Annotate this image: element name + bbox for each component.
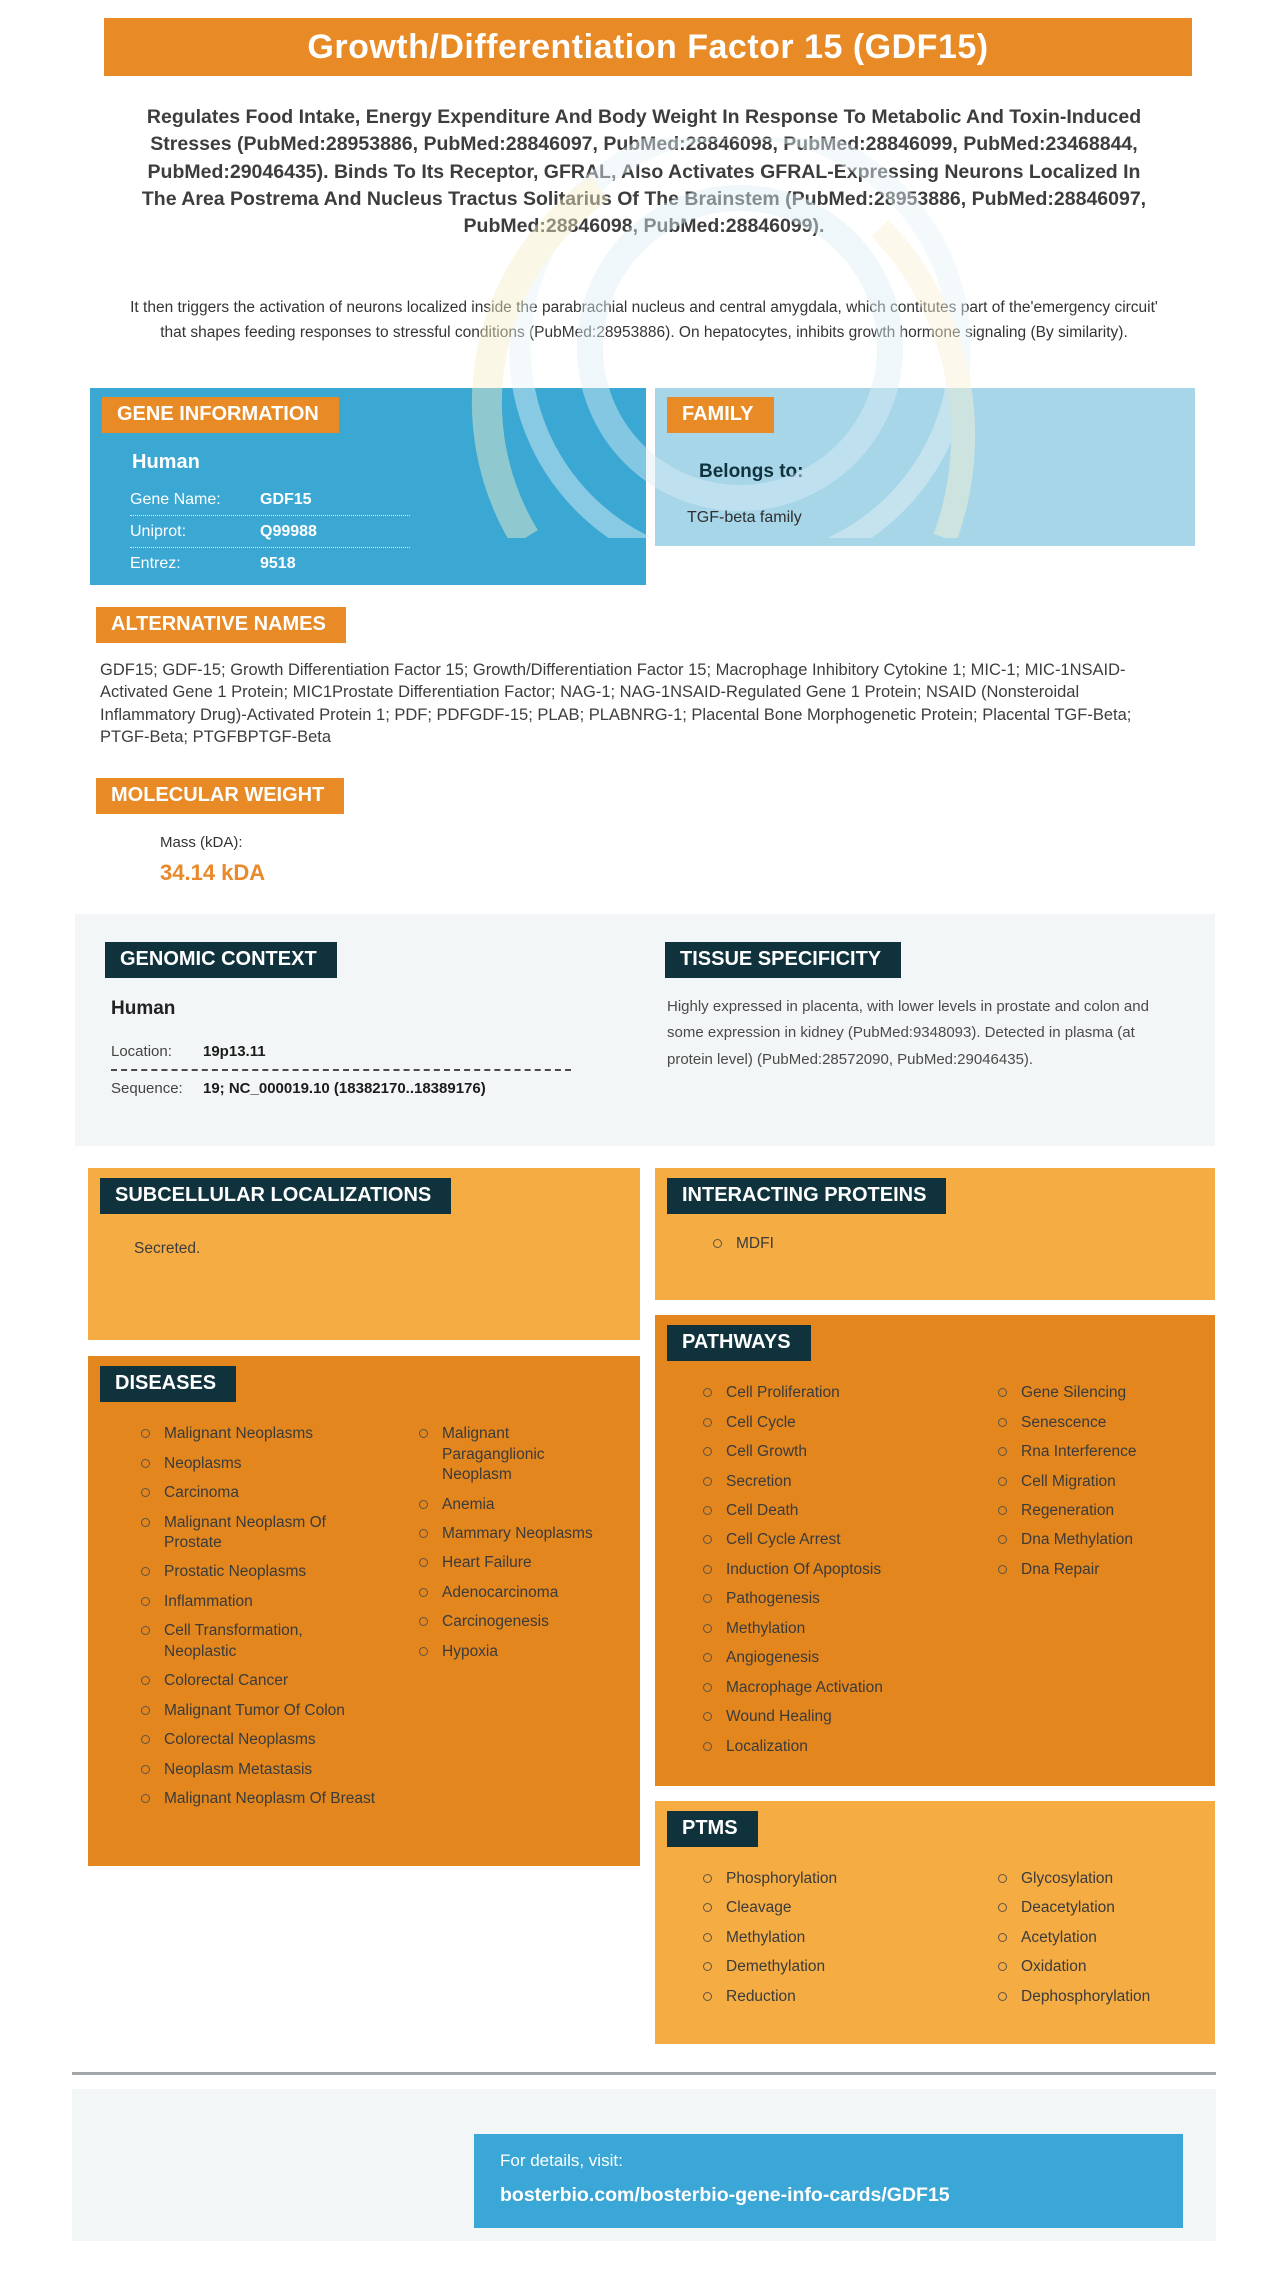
interacting-proteins-box bbox=[655, 1168, 1215, 1300]
genomic-context-header: GENOMIC CONTEXT bbox=[105, 942, 337, 978]
family-box bbox=[655, 388, 1195, 546]
list-item: Malignant Neoplasms bbox=[138, 1424, 378, 1444]
sequence-value: 19; NC_000019.10 (18382170..18389176) bbox=[203, 1080, 486, 1098]
ptms-columns bbox=[655, 1869, 1215, 2016]
list-item: Oxidation bbox=[995, 1957, 1210, 1977]
list-item: Malignant Paraganglionic Neoplasm bbox=[416, 1424, 616, 1485]
footer-url-link[interactable]: bosterbio.com/bosterbio-gene-info-cards/GDF15 bbox=[500, 2184, 950, 2207]
list-item: Localization bbox=[700, 1737, 950, 1757]
pathways-box bbox=[655, 1315, 1215, 1786]
list-item: Angiogenesis bbox=[700, 1648, 950, 1668]
tissue-specificity-section bbox=[665, 942, 1185, 1122]
diseases-box bbox=[88, 1356, 640, 1866]
interacting-proteins-header: INTERACTING PROTEINS bbox=[667, 1178, 946, 1214]
pathways-list-col1 bbox=[700, 1383, 950, 1766]
table-row bbox=[130, 516, 410, 548]
alternative-names-section bbox=[96, 607, 1288, 643]
ptms-list-col1 bbox=[700, 1869, 950, 2016]
list-item: Inflammation bbox=[138, 1592, 378, 1612]
footer-callout bbox=[474, 2134, 1183, 2228]
pathways-list-col2 bbox=[995, 1383, 1210, 1766]
mass-value: 34.14 kDA bbox=[160, 860, 266, 886]
table-row bbox=[130, 548, 410, 579]
left-column bbox=[88, 1168, 640, 1866]
list-item: Cleavage bbox=[700, 1898, 950, 1918]
family-belongs-label: Belongs to: bbox=[699, 461, 804, 483]
table-row bbox=[111, 1071, 571, 1106]
list-item: Malignant Neoplasm Of Prostate bbox=[138, 1513, 378, 1554]
bottom-spacer bbox=[0, 2241, 1288, 2266]
list-item: Carcinoma bbox=[138, 1483, 378, 1503]
list-item: Dephosphorylation bbox=[995, 1987, 1210, 2007]
uniprot-value: Q99988 bbox=[260, 523, 317, 541]
subcellular-localizations-header: SUBCELLULAR LOCALIZATIONS bbox=[100, 1178, 451, 1214]
list-item: Methylation bbox=[700, 1928, 950, 1948]
list-item: Prostatic Neoplasms bbox=[138, 1562, 378, 1582]
list-item: Heart Failure bbox=[416, 1553, 616, 1573]
list-item: Cell Transformation, Neoplastic bbox=[138, 1621, 378, 1662]
genomic-tissue-panel bbox=[75, 914, 1215, 1146]
list-item: Induction Of Apoptosis bbox=[700, 1560, 950, 1580]
table-row bbox=[130, 484, 410, 516]
sequence-label: Sequence: bbox=[111, 1080, 183, 1098]
uniprot-label: Uniprot: bbox=[130, 523, 187, 541]
location-label: Location: bbox=[111, 1043, 172, 1061]
alternative-names-text: GDF15; GDF-15; Growth Differentiation Factor 15; Growth/Differentiation Factor 15; Macrophage Inhibitory Cytokine 1; MIC-1; MIC-1NSAID-Activated Gene 1 Protein; MIC1Prostate Differentiation Factor; NAG-1; NAG-1NSAID-Regulated Gene 1 Protein; NSAID (Nonsteroidal Inflammatory Drug)-Activated Protein 1; PDF; PDFGDF-15; PLAB; PLABNRG-1; Placental Bone Morphogenetic Protein; Placental TGF-Beta; PTGF-Beta; PTGFBPTGF-Beta bbox=[100, 661, 1132, 746]
subcellular-localizations-box bbox=[88, 1168, 640, 1340]
genomic-table bbox=[111, 1034, 571, 1106]
list-item: Malignant Neoplasm Of Breast bbox=[138, 1789, 378, 1809]
genomic-species-label: Human bbox=[111, 998, 176, 1020]
list-item: Colorectal Cancer bbox=[138, 1671, 378, 1691]
footer-divider bbox=[72, 2072, 1216, 2075]
list-item: Methylation bbox=[700, 1619, 950, 1639]
list-item: Demethylation bbox=[700, 1957, 950, 1977]
list-item: Colorectal Neoplasms bbox=[138, 1730, 378, 1750]
diseases-columns bbox=[88, 1424, 640, 1818]
gene-species-label: Human bbox=[132, 451, 200, 474]
list-item: Reduction bbox=[700, 1987, 950, 2007]
diseases-header: DISEASES bbox=[100, 1366, 236, 1402]
gene-family-row bbox=[90, 388, 1288, 585]
tissue-specificity-header: TISSUE SPECIFICITY bbox=[665, 942, 901, 978]
family-value: TGF-beta family bbox=[687, 509, 802, 527]
list-item: Gene Silencing bbox=[995, 1383, 1210, 1403]
list-item: Phosphorylation bbox=[700, 1869, 950, 1889]
list-item: Mammary Neoplasms bbox=[416, 1524, 616, 1544]
molecular-weight-section bbox=[96, 778, 1288, 814]
alternative-names-header: ALTERNATIVE NAMES bbox=[96, 607, 346, 643]
list-item: Neoplasm Metastasis bbox=[138, 1760, 378, 1780]
list-item: Rna Interference bbox=[995, 1442, 1210, 1462]
interacting-proteins-list bbox=[710, 1234, 1215, 1254]
diseases-list-col2 bbox=[416, 1424, 616, 1818]
list-item: Dna Methylation bbox=[995, 1530, 1210, 1550]
list-item: Cell Proliferation bbox=[700, 1383, 950, 1403]
diseases-list-col1 bbox=[138, 1424, 378, 1818]
summary-secondary-text: It then triggers the activation of neurons localized inside the parabrachial nucleus and central amygdala, which contitutes part of the'emergency circuit' that shapes feeding responses to stressful conditions (PubMed:28953886). On hepatocytes, inhibits growth hormone signaling (By similarity). bbox=[130, 299, 1158, 342]
list-item: Cell Death bbox=[700, 1501, 950, 1521]
list-item: Hypoxia bbox=[416, 1642, 616, 1662]
mass-label: Mass (kDA): bbox=[160, 834, 243, 852]
gene-information-box bbox=[90, 388, 646, 585]
location-value: 19p13.11 bbox=[203, 1043, 266, 1061]
tissue-specificity-text: Highly expressed in placenta, with lower levels in prostate and colon and some expression in kidney (PubMed:9348093). Detected in plasma (at protein level) (PubMed:28572090, PubMed:29046435). bbox=[667, 998, 1149, 1068]
list-item: Regeneration bbox=[995, 1501, 1210, 1521]
molecular-weight-header: MOLECULAR WEIGHT bbox=[96, 778, 344, 814]
genomic-context-section bbox=[105, 942, 585, 1122]
list-item: Acetylation bbox=[995, 1928, 1210, 1948]
footer-visit-label: For details, visit: bbox=[500, 2151, 623, 2171]
detail-boxes-region bbox=[88, 1168, 1288, 2044]
list-item: Cell Migration bbox=[995, 1472, 1210, 1492]
list-item: Dna Repair bbox=[995, 1560, 1210, 1580]
gene-name-value: GDF15 bbox=[260, 491, 312, 509]
right-column bbox=[655, 1168, 1215, 2044]
summary-bold-text: Regulates Food Intake, Energy Expenditure And Body Weight In Response To Metabolic And Toxin-Induced Stresses (PubMed:28953886, PubMed:28846097, PubMed:28846098, PubMed:28846099, PubMed:23468844, PubMed:29046435). Binds To Its Receptor, GFRAL, Also Activates GFRAL-Expressing Neurons Localized In The Area Postrema And Nucleus Tractus Solitarius Of The Brainstem (PubMed:28953886, PubMed:28846097, PubMed:28846098, PubMed:28846099). bbox=[141, 106, 1147, 238]
list-item: Cell Growth bbox=[700, 1442, 950, 1462]
gene-info-card bbox=[0, 18, 1288, 2283]
list-item: Wound Healing bbox=[700, 1707, 950, 1727]
subcellular-localizations-text: Secreted. bbox=[134, 1240, 201, 1258]
gene-information-header: GENE INFORMATION bbox=[102, 397, 339, 433]
list-item: MDFI bbox=[710, 1234, 1215, 1254]
list-item: Neoplasms bbox=[138, 1454, 378, 1474]
list-item: Malignant Tumor Of Colon bbox=[138, 1701, 378, 1721]
ptms-list-col2 bbox=[995, 1869, 1210, 2016]
footer-panel bbox=[72, 2089, 1216, 2241]
table-row bbox=[111, 1034, 571, 1071]
list-item: Secretion bbox=[700, 1472, 950, 1492]
page-title-banner bbox=[104, 18, 1192, 76]
list-item: Anemia bbox=[416, 1495, 616, 1515]
pathways-header: PATHWAYS bbox=[667, 1325, 811, 1361]
list-item: Deacetylation bbox=[995, 1898, 1210, 1918]
list-item: Glycosylation bbox=[995, 1869, 1210, 1889]
gene-info-table bbox=[130, 484, 410, 579]
list-item: Carcinogenesis bbox=[416, 1612, 616, 1632]
list-item: Senescence bbox=[995, 1413, 1210, 1433]
list-item: Cell Cycle Arrest bbox=[700, 1530, 950, 1550]
gene-name-label: Gene Name: bbox=[130, 491, 221, 509]
list-item: Pathogenesis bbox=[700, 1589, 950, 1609]
entrez-value: 9518 bbox=[260, 555, 296, 573]
list-item: Adenocarcinoma bbox=[416, 1583, 616, 1603]
ptms-header: PTMS bbox=[667, 1811, 758, 1847]
ptms-box bbox=[655, 1801, 1215, 2044]
entrez-label: Entrez: bbox=[130, 555, 181, 573]
page-title: Growth/Differentiation Factor 15 (GDF15) bbox=[307, 27, 989, 66]
list-item: Macrophage Activation bbox=[700, 1678, 950, 1698]
pathways-columns bbox=[655, 1383, 1215, 1766]
list-item: Cell Cycle bbox=[700, 1413, 950, 1433]
family-header: FAMILY bbox=[667, 397, 774, 433]
